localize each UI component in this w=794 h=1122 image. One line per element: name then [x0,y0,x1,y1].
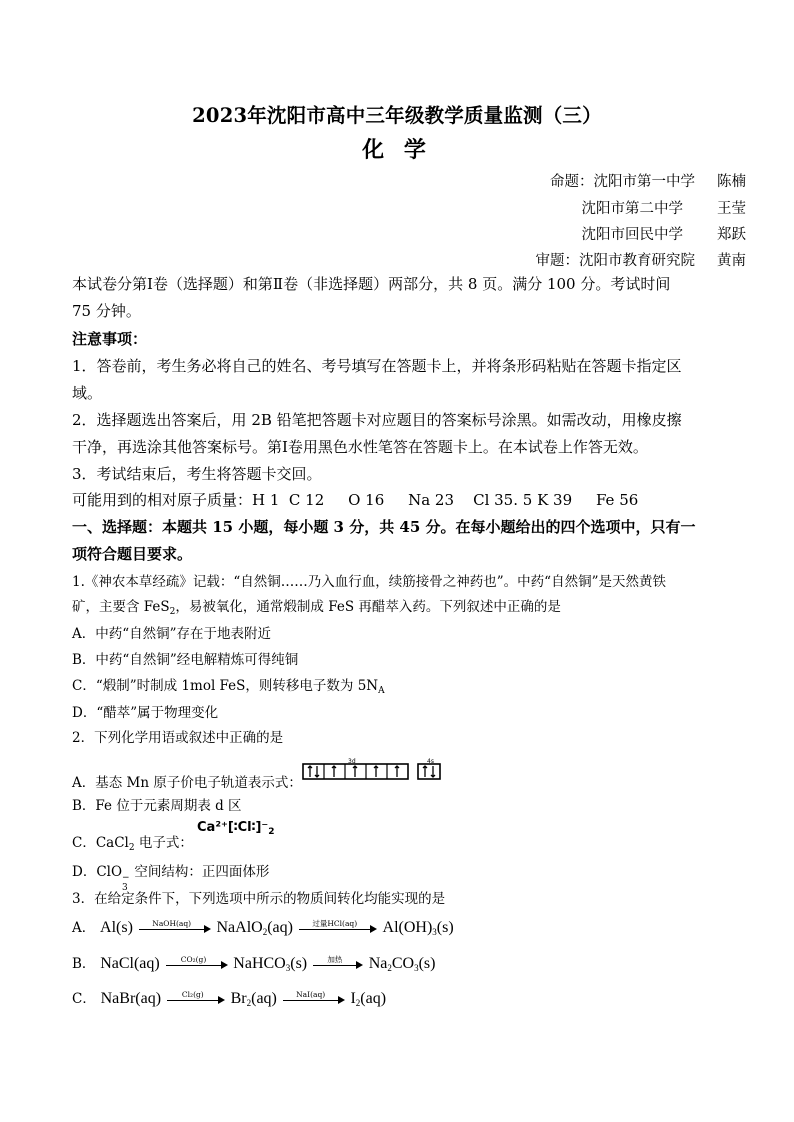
q3b-s3 [369,955,436,972]
q3b-s3-mid: CO [391,955,415,972]
orbital-diagram [302,757,458,781]
q3b-s1: NaCl(aq) [100,955,160,972]
q1-stem-b-post: ，易被氧化，通常煅制成 FeS 再醋萃入药。下列叙述中正确的是 [175,599,561,615]
note-3: 3．考试结束后，考生将答题卡交回。 [72,465,322,483]
q2-option-c [72,833,722,858]
q3c-s2-sub: 2 [246,998,252,1008]
note-2a: 2．选择题选出答案后，用 2B 铅笔把答题卡对应题目的答案标号涂黑。如需改动，用橡皮擦 [72,411,682,429]
q3-option-b-label: B． [72,956,96,972]
subject-title: 化 学 [362,137,432,163]
q1-stem-b-sub: 2 [169,607,176,617]
credit-line-4 [536,249,747,270]
cacl2-formula-text: Ca²⁺[∶Cl∶]⁻ [197,820,269,835]
q2-option-d-pre: D．ClO [72,864,123,880]
credit-school: 沈阳市第一中学 [593,174,695,190]
exam-title: 2023年沈阳市高中三年级教学质量监测（三） [192,104,602,127]
q1-stem-b-pre: 矿，主要含 FeS [72,599,170,615]
q2-option-d-sub: 3 [122,883,128,893]
credit-school: 沈阳市回民中学 [581,227,683,243]
reaction-arrow [166,956,228,972]
q1-option-c-text: C．“煅制”时制成 1mol FeS，则转移电子数为 5N [72,678,379,694]
orbital-4s-label: 4s [427,758,434,765]
q3-option-c-label: C． [72,991,96,1007]
q3b-c2: 加热 [327,955,343,964]
q3c-s3-sub: 2 [355,998,361,1008]
q3-option-a-label: A． [72,920,96,936]
q3b-s3-post: (s) [418,955,436,972]
q3b-s2 [233,955,307,972]
q1-option-c-sub: A [378,686,385,696]
reaction-arrow [139,920,211,936]
q1-stem-b [72,597,722,622]
credit-name: 黄南 [717,253,746,269]
credit-line-3 [582,223,747,244]
q3c-c1: Cl₂(g) [181,990,204,999]
q3c-s3-post: (aq) [360,990,387,1007]
intro-line-2: 75 分钟。 [72,302,141,320]
credit-line-2 [582,197,747,218]
q2-option-d-post: 空间结构：正四面体形 [130,864,270,880]
q3b-s3-sub2: 3 [414,963,419,973]
q2-stem: 2．下列化学用语或叙述中正确的是 [72,730,284,746]
orbital-3d-label: 3d [348,758,356,765]
credit-role: 审题： [535,253,579,269]
q3b-s2-post: (s) [290,955,308,972]
credit-name: 郑跃 [717,227,746,243]
q3b-s3-sub: 2 [387,963,392,973]
q1-option-b: B．中药“自然铜”经电解精炼可得纯铜 [72,652,299,668]
q3c-s3 [350,990,386,1007]
q3a-s2 [216,919,292,936]
q1-option-c [72,676,722,701]
q3a-s1: Al(s) [100,919,133,936]
credit-line-1 [550,170,746,191]
q2-option-b: B．Fe 位于元素周期表 d 区 [72,798,242,814]
orbital-4s-box [418,764,440,779]
q2-option-d-sup: − [122,873,130,883]
q3-option-b [72,953,722,978]
intro-line-1: 本试卷分第Ⅰ卷（选择题）和第Ⅱ卷（非选择题）两部分，共 8 页。满分 100 分。考试时间 [72,275,671,293]
q3c-s2-post: (aq) [251,990,277,1007]
q3a-c2: 过量HCl(aq) [312,919,358,928]
q1-option-a: A．中药“自然铜”存在于地表附近 [72,626,272,642]
q3c-s2 [231,990,277,1007]
q3a-s3-post: (s) [436,919,454,936]
notes-heading: 注意事项： [72,330,148,348]
q3a-c1: NaOH(aq) [152,919,192,928]
note-1a: 1．答卷前，考生务必将自己的姓名、考号填写在答题卡上，并将条形码粘贴在答题卡指定区 [72,357,682,375]
q2-option-a: A．基态 Mn 原子价电子轨道表示式： [72,775,302,791]
cacl2-electron-formula [197,820,277,846]
q2-option-c-post: 电子式： [134,835,193,851]
q2-option-c-pre: C．CaCl [72,835,129,851]
q3a-s3-sub: 3 [432,927,437,937]
q3c-s3-main: I [350,990,356,1007]
q2-option-d [72,862,722,893]
q3c-s2-main: Br [230,990,247,1007]
note-2b: 干净，再选涂其他答案标号。第Ⅰ卷用黑色水性笔答在答题卡上。在本试卷上作答无效。 [72,438,648,456]
credit-school: 沈阳市教育研究院 [579,253,695,269]
credit-school: 沈阳市第二中学 [581,201,683,217]
reaction-arrow [283,991,345,1007]
q3a-s3-main: Al(OH) [382,919,433,936]
cacl2-formula-sub: 2 [268,827,275,837]
note-1b: 域。 [72,384,103,402]
q1-option-d: D．“醋萃”属于物理变化 [72,705,219,721]
q3-option-c [72,988,722,1013]
q2-option-c-sub: 2 [128,843,135,853]
atomic-mass-line: 可能用到的相对原子质量：H 1 C 12 O 16 Na 23 Cl 35. 5 K 39 Fe 56 [72,491,639,509]
q1-stem-a: 1.《神农本草经疏》记载：“自然铜……乃入血行血，续筋接骨之神药也”。中药“自然铜”是天然黄铁 [72,574,666,590]
section1-heading-a: 一、选择题：本题共 15 小题，每小题 3 分，共 45 分。在每小题给出的四个选项中，只有一 [72,518,696,536]
q3b-c1: CO₂(g) [180,955,207,964]
credit-role: 命题： [550,174,594,190]
q3c-s1: NaBr(aq) [100,990,162,1007]
q3a-s2-sub: 2 [262,927,268,937]
q3a-s2-main: NaAlO [216,919,263,936]
reaction-arrow [299,920,377,936]
q3a-s3 [383,919,454,936]
q3b-s3-main: Na [368,955,388,972]
q3b-s2-sub: 3 [285,963,291,973]
q3c-c2: NaI(aq) [296,990,326,999]
q3a-s2-post: (aq) [267,919,293,936]
q3b-s2-main: NaHCO [233,955,286,972]
reaction-arrow [167,991,225,1007]
credit-name: 陈楠 [717,174,746,190]
q3-stem: 3．在给定条件下，下列选项中所示的物质间转化均能实现的是 [72,891,446,907]
section1-heading-b: 项符合题目要求。 [72,545,193,563]
q3-option-a [72,917,722,942]
reaction-arrow [313,956,363,972]
credit-name: 王莹 [717,201,746,217]
